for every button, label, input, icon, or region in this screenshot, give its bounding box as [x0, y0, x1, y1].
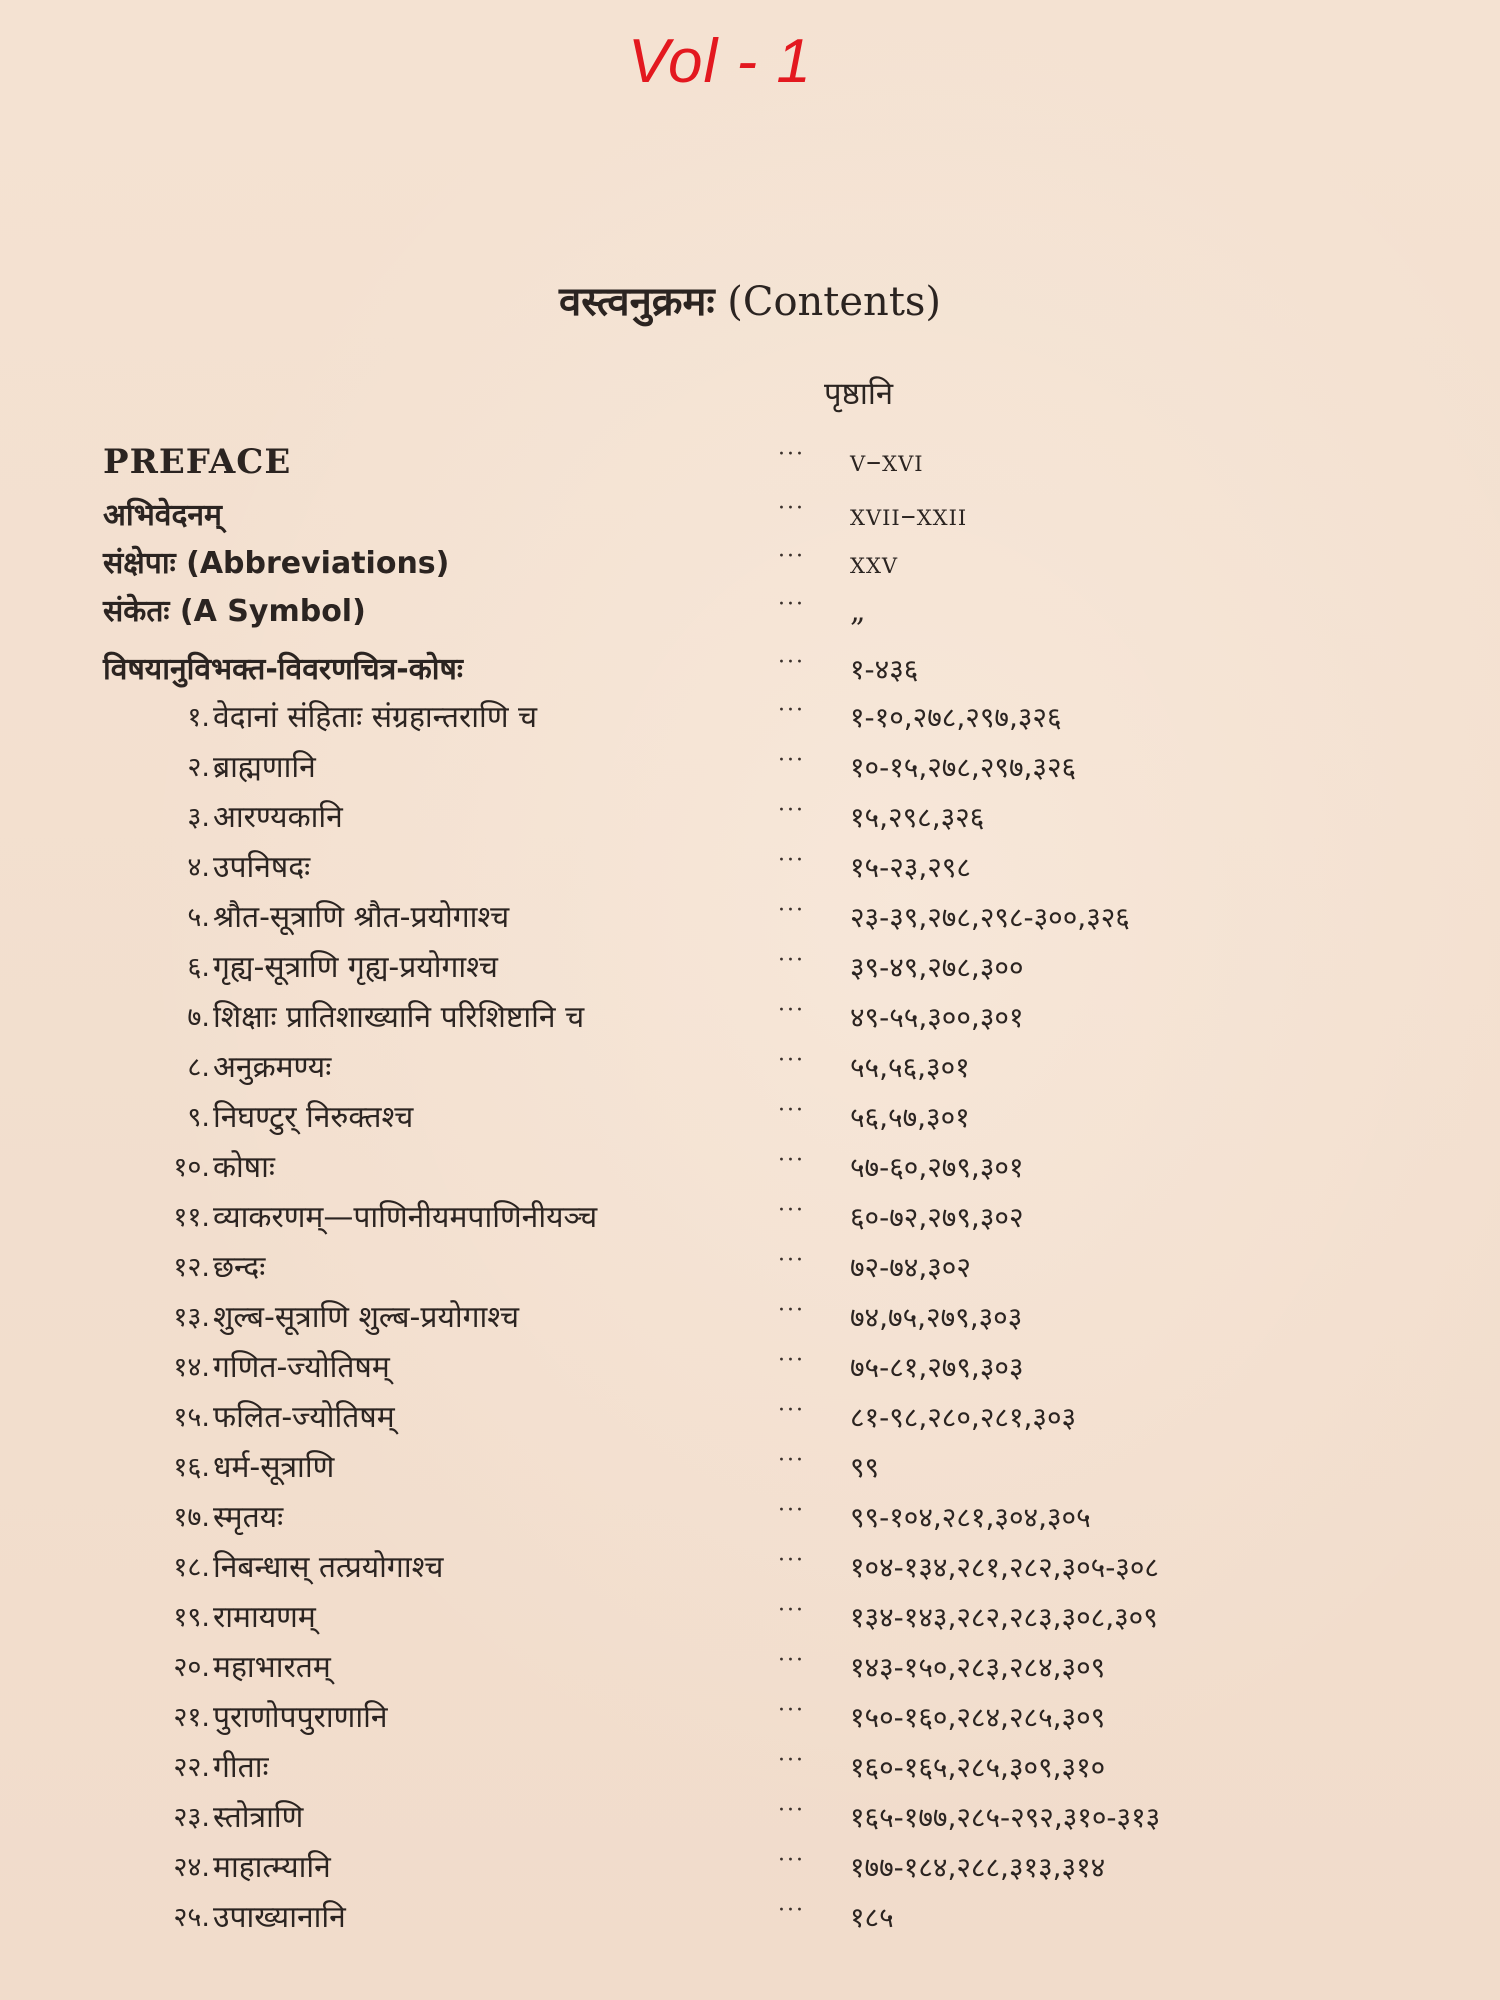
contents-entry — [0, 1346, 1500, 1390]
entry-label: संकेतः (A Symbol) — [103, 594, 366, 629]
contents-entry — [0, 1796, 1500, 1840]
contents-entry — [0, 1446, 1500, 1490]
contents-entry-abbreviations — [0, 542, 1500, 586]
entry-label: अभिवेदनम् — [103, 498, 222, 533]
entry-pages: १४३-१५०,२८३,२८४,३०९ — [850, 1651, 1106, 1684]
entry-number: १३. — [173, 1302, 210, 1333]
pages-column-heading: पृष्ठानि — [824, 376, 894, 412]
leader-dots: ··· — [778, 650, 805, 675]
entry-number: ८. — [187, 1052, 210, 1083]
entry-label: वेदानां संहिताः संग्रहान्तराणि च — [213, 700, 538, 735]
entry-number: २४. — [173, 1852, 210, 1883]
leader-dots: ··· — [778, 1198, 805, 1223]
contents-entry — [0, 1096, 1500, 1140]
entry-number: २. — [187, 752, 210, 783]
entry-label: स्मृतयः — [213, 1500, 284, 1535]
contents-entry — [0, 1496, 1500, 1540]
contents-entry-subject-index — [0, 648, 1500, 692]
contents-entry — [0, 1196, 1500, 1240]
leader-dots: ··· — [778, 1398, 805, 1423]
entry-pages: xxv — [850, 546, 899, 581]
entry-label: महाभारतम् — [213, 1650, 331, 1685]
entry-number: ५. — [187, 902, 210, 933]
entry-number: १८. — [173, 1552, 210, 1583]
entry-number: ४. — [187, 852, 210, 883]
entry-label: व्याकरणम्—पाणिनीयमपाणिनीयञ्च — [213, 1200, 598, 1235]
contents-entry-symbol — [0, 590, 1500, 634]
title-english: (Contents) — [727, 279, 942, 325]
leader-dots: ··· — [778, 1748, 805, 1773]
entry-label: गणित-ज्योतिषम् — [213, 1350, 390, 1385]
leader-dots: ··· — [778, 1248, 805, 1273]
entry-pages: v–xvi — [850, 444, 924, 479]
entry-label: आरण्यकानि — [213, 800, 343, 835]
contents-entry — [0, 1746, 1500, 1790]
entry-number: १५. — [173, 1402, 210, 1433]
contents-entry — [0, 1896, 1500, 1940]
entry-label: छन्दः — [213, 1250, 266, 1285]
entry-pages: १८५ — [850, 1901, 894, 1934]
entry-label: PREFACE — [103, 442, 292, 482]
entry-pages: १३४-१४३,२८२,२८३,३०८,३०९ — [850, 1601, 1158, 1634]
entry-label: पुराणोपपुराणानि — [213, 1700, 388, 1735]
entry-label: माहात्म्यानि — [213, 1850, 331, 1885]
entry-label: श्रौत-सूत्राणि श्रौत-प्रयोगाश्च — [213, 900, 510, 935]
leader-dots: ··· — [778, 1898, 805, 1923]
entry-number: १०. — [173, 1152, 210, 1183]
leader-dots: ··· — [778, 442, 805, 467]
entry-pages: १५-२३,२९८ — [850, 851, 971, 884]
leader-dots: ··· — [778, 1648, 805, 1673]
leader-dots: ··· — [778, 1548, 805, 1573]
entry-label: गृह्य-सूत्राणि गृह्य-प्रयोगाश्च — [213, 950, 498, 985]
entry-pages: १-१०,२७८,२९७,३२६ — [850, 701, 1062, 734]
leader-dots: ··· — [778, 496, 805, 521]
entry-pages: ९९ — [850, 1451, 880, 1484]
contents-entry — [0, 1596, 1500, 1640]
entry-number: २२. — [173, 1752, 210, 1783]
contents-entry — [0, 796, 1500, 840]
entry-pages: „ — [850, 594, 867, 629]
contents-entry — [0, 1646, 1500, 1690]
entry-number: १९. — [173, 1602, 210, 1633]
leader-dots: ··· — [778, 698, 805, 723]
entry-pages: ३९-४९,२७८,३०० — [850, 951, 1024, 984]
contents-entry — [0, 1546, 1500, 1590]
entry-number: २१. — [173, 1702, 210, 1733]
leader-dots: ··· — [778, 1348, 805, 1373]
contents-entry — [0, 1696, 1500, 1740]
entry-pages: २३-३९,२७८,२९८-३००,३२६ — [850, 901, 1130, 934]
entry-label: ब्राह्मणानि — [213, 750, 316, 785]
contents-entry — [0, 1846, 1500, 1890]
entry-pages: xvii–xxii — [850, 498, 968, 533]
leader-dots: ··· — [778, 1298, 805, 1323]
leader-dots: ··· — [778, 898, 805, 923]
entry-pages: ५५,५६,३०१ — [850, 1051, 970, 1084]
entry-number: ७. — [187, 1002, 210, 1033]
entry-number: १. — [187, 702, 210, 733]
entry-label: गीताः — [213, 1750, 269, 1785]
leader-dots: ··· — [778, 1498, 805, 1523]
leader-dots: ··· — [778, 592, 805, 617]
contents-entry — [0, 1046, 1500, 1090]
entry-label: रामायणम् — [213, 1600, 316, 1635]
contents-entry — [0, 846, 1500, 890]
leader-dots: ··· — [778, 544, 805, 569]
entry-pages: १६५-१७७,२८५-२९२,३१०-३१३ — [850, 1801, 1161, 1834]
entry-pages: ४९-५५,३००,३०१ — [850, 1001, 1024, 1034]
leader-dots: ··· — [778, 948, 805, 973]
entry-pages: ९९-१०४,२८१,३०४,३०५ — [850, 1501, 1091, 1534]
entry-pages: ७५-८१,२७९,३०३ — [850, 1351, 1024, 1384]
entry-number: १४. — [173, 1352, 210, 1383]
entry-label: कोषाः — [213, 1150, 275, 1185]
entry-pages: ५६,५७,३०१ — [850, 1101, 970, 1134]
entry-label: स्तोत्राणि — [213, 1800, 304, 1835]
contents-entry — [0, 896, 1500, 940]
volume-label: Vol - 1 — [628, 27, 812, 96]
leader-dots: ··· — [778, 1598, 805, 1623]
contents-entry-preface — [0, 440, 1500, 484]
contents-entry — [0, 696, 1500, 740]
leader-dots: ··· — [778, 798, 805, 823]
entry-label: फलित-ज्योतिषम् — [213, 1400, 395, 1435]
entry-pages: १५०-१६०,२८४,२८५,३०९ — [850, 1701, 1106, 1734]
entry-label: धर्म-सूत्राणि — [213, 1450, 335, 1485]
contents-entry — [0, 746, 1500, 790]
leader-dots: ··· — [778, 1048, 805, 1073]
leader-dots: ··· — [778, 1098, 805, 1123]
entry-number: ६. — [187, 952, 210, 983]
contents-entry — [0, 1146, 1500, 1190]
leader-dots: ··· — [778, 1798, 805, 1823]
title-sanskrit: वस्त्वनुक्रमः — [558, 279, 715, 325]
leader-dots: ··· — [778, 998, 805, 1023]
entry-number: २०. — [173, 1652, 210, 1683]
entry-number: २५. — [173, 1902, 210, 1933]
entry-pages: १०-१५,२७८,२९७,३२६ — [850, 751, 1077, 784]
entry-label: शुल्ब-सूत्राणि शुल्ब-प्रयोगाश्च — [213, 1300, 520, 1335]
entry-pages: ५७-६०,२७९,३०१ — [850, 1151, 1024, 1184]
leader-dots: ··· — [778, 1448, 805, 1473]
entry-pages: ६०-७२,२७९,३०२ — [850, 1201, 1024, 1234]
leader-dots: ··· — [778, 1848, 805, 1873]
leader-dots: ··· — [778, 1148, 805, 1173]
leader-dots: ··· — [778, 1698, 805, 1723]
entry-pages: १६०-१६५,२८५,३०९,३१० — [850, 1751, 1106, 1784]
entry-number: ११. — [173, 1202, 210, 1233]
entry-pages: १५,२९८,३२६ — [850, 801, 985, 834]
entry-label: अनुक्रमण्यः — [213, 1050, 332, 1085]
entry-number: २३. — [173, 1802, 210, 1833]
contents-entry — [0, 996, 1500, 1040]
entry-number: ३. — [187, 802, 210, 833]
entry-label: शिक्षाः प्रातिशाख्यानि परिशिष्टानि च — [213, 1000, 585, 1035]
entry-number: १७. — [173, 1502, 210, 1533]
leader-dots: ··· — [778, 848, 805, 873]
contents-entry-abhivedanam — [0, 494, 1500, 538]
contents-entry — [0, 946, 1500, 990]
entry-number: ९. — [187, 1102, 210, 1133]
entry-number: १२. — [173, 1252, 210, 1283]
entry-pages: १७७-१८४,२८८,३१३,३१४ — [850, 1851, 1106, 1884]
entry-label: उपनिषदः — [213, 850, 311, 885]
entry-pages: ७२-७४,३०२ — [850, 1251, 971, 1284]
entry-label: निबन्धास् तत्प्रयोगाश्च — [213, 1550, 444, 1585]
contents-entry — [0, 1296, 1500, 1340]
leader-dots: ··· — [778, 748, 805, 773]
entry-pages: १०४-१३४,२८१,२८२,३०५-३०८ — [850, 1551, 1159, 1584]
entry-pages: ८१-९८,२८०,२८१,३०३ — [850, 1401, 1077, 1434]
contents-entry — [0, 1396, 1500, 1440]
entry-pages: १-४३६ — [850, 653, 919, 686]
entry-label: निघण्टुर् निरुक्तश्च — [213, 1100, 414, 1135]
contents-entry — [0, 1246, 1500, 1290]
entry-label: संक्षेपाः (Abbreviations) — [103, 546, 450, 581]
entry-label: उपाख्यानानि — [213, 1900, 346, 1935]
entry-label: विषयानुविभक्त-विवरणचित्र-कोषः — [103, 652, 463, 687]
entry-pages: ७४,७५,२७९,३०३ — [850, 1301, 1023, 1334]
entry-number: १६. — [173, 1452, 210, 1483]
